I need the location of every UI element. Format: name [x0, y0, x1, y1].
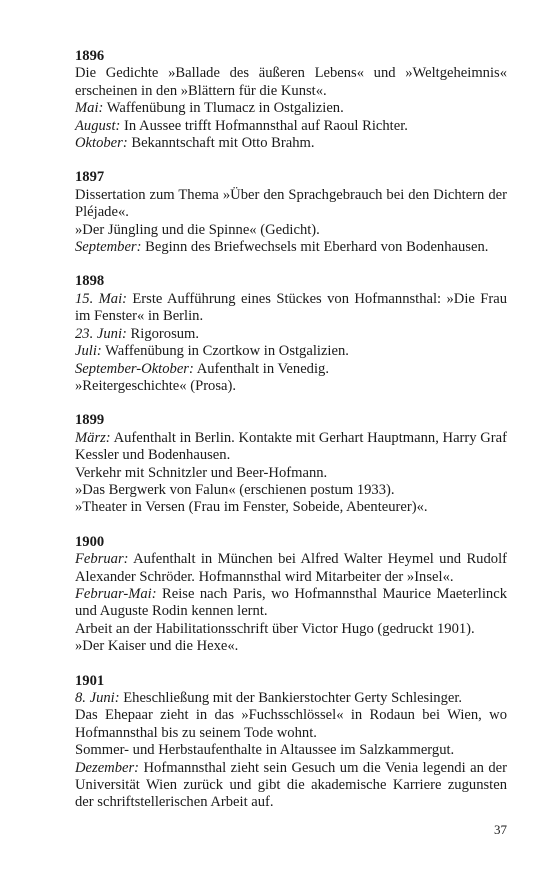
year-heading: 1899: [75, 412, 105, 429]
chronology-text: [75, 48, 507, 829]
year-section-1899: [75, 412, 507, 516]
chronology-entry: 23. Juni: Rigorosum.: [75, 325, 200, 342]
chronology-entry: Oktober: Bekanntschaft mit Otto Brahm.: [75, 135, 315, 152]
entry-date-label: 15. Mai:: [75, 290, 127, 307]
chronology-entry: »Reitergeschichte« (Prosa).: [75, 377, 237, 394]
entry-date-label: Oktober:: [75, 135, 128, 152]
chronology-entry: »Das Bergwerk von Falun« (erschienen postum 1933).: [75, 481, 395, 498]
chronology-entry: »Der Jüngling und die Spinne« (Gedicht).: [75, 221, 320, 238]
chronology-entry: März: Aufenthalt in Berlin. Kontakte mit Gerhart Hauptmann, Harry Graf Kessler und Bodenhausen.: [75, 429, 507, 464]
entry-date-label: Juli:: [75, 343, 102, 360]
year-heading: 1901: [75, 672, 105, 689]
chronology-entry: 8. Juni: Eheschließung mit der Bankierstochter Gerty Schlesinger.: [75, 690, 463, 706]
chronology-entry: September-Oktober: Aufenthalt in Venedig.: [75, 360, 329, 377]
chronology-entry: Juli: Waffenübung in Czortkow in Ostgalizien.: [75, 343, 349, 360]
chronology-entry: September: Beginn des Briefwechsels mit Eberhard von Bodenhausen.: [75, 239, 489, 256]
chronology-entry: Verkehr mit Schnitzler und Beer-Hofmann.: [75, 464, 328, 481]
entry-date-label: 23. Juni:: [75, 325, 127, 342]
chronology-entry: Mai: Waffenübung in Tlumacz in Ostgalizien.: [75, 100, 344, 117]
chronology-entry: August: In Aussee trifft Hofmannsthal auf Raoul Richter.: [75, 117, 408, 134]
chronology-entry: Das Ehepaar zieht in das »Fuchsschlössel« in Rodaun bei Wien, wo Hofmannsthal bis zu seinem Tode wohnt.: [75, 707, 507, 741]
entry-date-label: September-Oktober:: [75, 360, 194, 377]
chronology-entry: Arbeit an der Habilitationsschrift über Victor Hugo (gedruckt 1901).: [75, 620, 475, 637]
chronology-entry: Dissertation zum Thema »Über den Sprachgebrauch bei den Dichtern der Pléjade«.: [75, 186, 507, 221]
year-section-1897: [75, 169, 507, 256]
year-heading: 1896: [75, 48, 105, 64]
entry-date-label: September:: [75, 239, 142, 256]
entry-date-label: 8. Juni:: [75, 690, 120, 706]
entry-date-label: Februar-Mai:: [75, 585, 157, 602]
chronology-entry: »Der Kaiser und die Hexe«.: [75, 638, 239, 655]
chronology-entry: »Theater in Versen (Frau im Fenster, Sobeide, Abenteurer)«.: [75, 499, 428, 516]
page-number: 37: [494, 822, 507, 837]
entry-date-label: März:: [75, 429, 111, 446]
year-section-1901: [75, 673, 507, 812]
year-heading: 1898: [75, 273, 105, 290]
chronology-entry: Sommer- und Herbstaufenthalte in Altaussee im Salzkammergut.: [75, 742, 455, 759]
entry-date-label: August:: [75, 117, 121, 134]
entry-date-label: Dezember:: [75, 759, 140, 776]
chronology-entry: 15. Mai: Erste Aufführung eines Stückes von Hofmannsthal: »Die Frau im Fenster« in Berlin.: [75, 290, 507, 325]
chronology-entry: Die Gedichte »Ballade des äußeren Lebens« und »Weltgeheimnis« erscheinen in den »Blättern für die Kunst«.: [75, 65, 507, 99]
entry-date-label: Februar:: [75, 551, 129, 568]
year-section-1896: [75, 48, 507, 152]
year-section-1898: [75, 273, 507, 395]
chronology-entry: Februar: Aufenthalt in München bei Alfred Walter Heymel und Rudolf Alexander Schröder. Hofmannsthal wird Mitarbeiter der »Insel«.: [75, 551, 507, 585]
chronology-entry: Februar-Mai: Reise nach Paris, wo Hofmannsthal Maurice Maeterlinck und Auguste Rodin kennen lernt.: [75, 585, 507, 620]
entry-date-label: Mai:: [75, 100, 104, 117]
year-heading: 1900: [75, 533, 105, 550]
year-heading: 1897: [75, 169, 105, 186]
chronology-entry: Dezember: Hofmannsthal zieht sein Gesuch um die Venia legendi an der Universität Wien zurück und gibt die akademische Karriere zugunsten der schriftstellerischen Arbeit auf.: [75, 759, 507, 811]
year-section-1900: [75, 534, 507, 656]
